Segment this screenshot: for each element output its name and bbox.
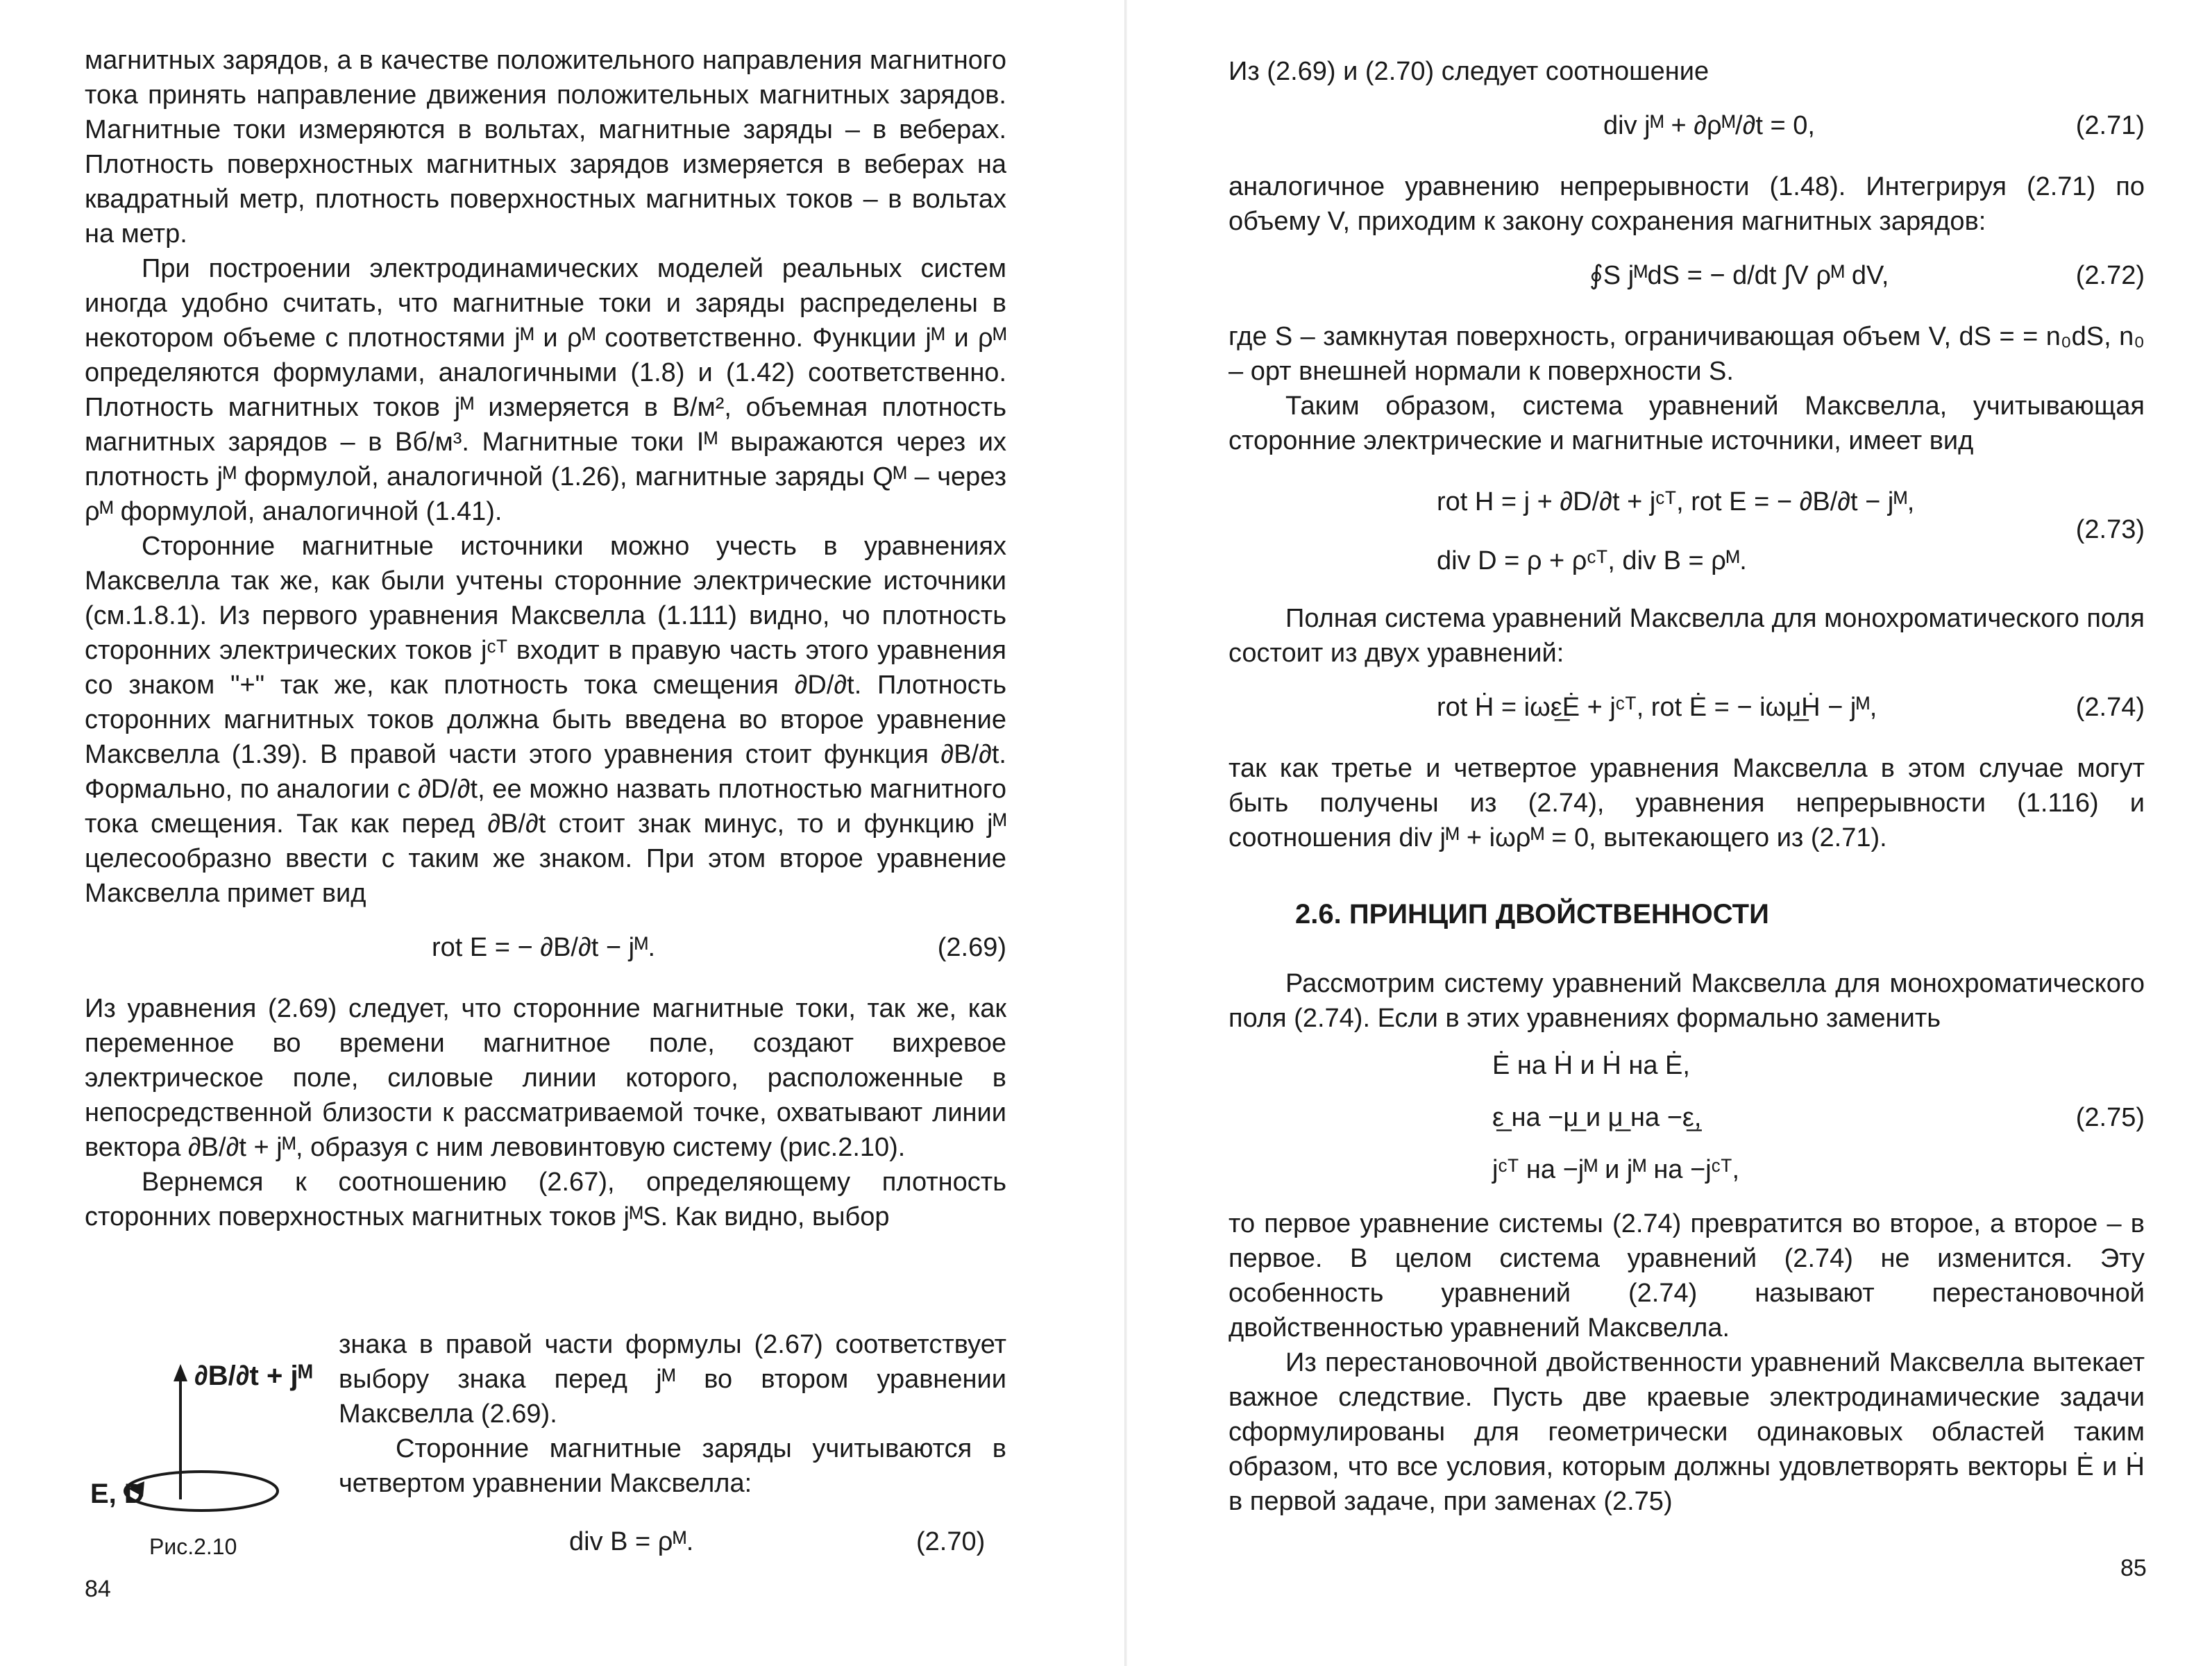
formula-line: ε̲ на −μ̲ и μ̲ на −ε̲,	[1492, 1103, 1702, 1132]
paragraph: Из уравнения (2.69) следует, что сторонние магнитные токи, так же, как переменное во времени магнитное поле, создают вихревое электрическое поле, силовые линии которого, расположенные в непосредственной близости к рассматриваемой точке, охватывают линии вектора ∂B/∂t + jᴹ, образуя с ним левовинтовую систему (рис.2.10).	[85, 994, 1006, 1162]
formula-expression: rot E = − ∂B/∂t − jᴹ.	[432, 933, 656, 962]
paragraph: Сторонние магнитные источники можно учесть в уравнениях Максвелла так же, как были учтены сторонние электрические источники (см.1.8.1). Из первого уравнения Максвелла (1.111) видно, чо плотность сторонних электрических токов jᶜᵀ входит в правую часть этого уравнения со знаком "+" так же, как плотность тока смещения ∂D/∂t. Плотность сторонних магнитных токов должна быть введена во второе уравнение Максвелла (1.39). В правой части этого уравнения стоит функция ∂B/∂t. Формально, по аналогии с ∂D/∂t, ее можно назвать плотностью магнитного тока смещения. Так как перед ∂B/∂t стоит знак минус, то и функцию jᴹ целесообразно ввести с таким же знаком. При этом второе уравнение Максвелла примет вид	[85, 532, 1006, 908]
paragraph: Таким образом, система уравнений Максвелла, учитывающая сторонние электрические и магнитные источники, имеет вид	[1229, 392, 2145, 455]
page-number: 85	[2120, 1555, 2147, 1581]
formula-2-70: div B = ρᴹ.	[569, 1527, 694, 1556]
formula-line: Ė на Ḣ и Ḣ на Ė,	[1492, 1051, 1690, 1080]
page-number: 84	[85, 1576, 111, 1602]
formula-2-74	[1229, 676, 2145, 746]
formula-number: (2.70)	[916, 1527, 986, 1556]
paragraph: так как третье и четвертое уравнения Максвелла в этом случае могут быть получены из (2.74), уравнения непрерывности (1.116) и соотношения div jᴹ + iωρᴹ = 0, вытекающего из (2.71).	[1229, 754, 2145, 852]
formula-2-75	[1229, 1041, 2145, 1201]
formula-2-71	[1229, 94, 2145, 164]
paragraph: Полная система уравнений Максвелла для монохроматического поля состоит из двух уравнений:	[1229, 604, 2145, 668]
formula-2-72	[1229, 244, 2145, 314]
paragraph: При построении электродинамических моделей реальных систем иногда удобно считать, что магнитные токи и заряды распределены в некотором объеме с плотностями jᴹ и ρᴹ соответственно. Функции jᴹ и ρᴹ определяются формулами, аналогичными (1.8) и (1.42) соответственно. Плотность магнитных токов jᴹ измеряется в В/м², объемная плотность магнитных зарядов – в Вб/м³. Магнитные токи Iᴹ выражаются через их плотность jᴹ формулой, аналогичной (1.26), магнитные заряды Qᴹ – через ρᴹ формулой, аналогичной (1.41).	[85, 254, 1006, 526]
section-heading: 2.6. ПРИНЦИП ДВОЙСТВЕННОСТИ	[1295, 899, 1769, 929]
formula-number: (2.69)	[937, 933, 1006, 962]
formula-number: (2.74)	[2075, 693, 2145, 722]
formula-expression: div jᴹ + ∂ρᴹ/∂t = 0,	[1603, 111, 1815, 140]
figure-2-10	[69, 1340, 333, 1548]
paragraph: знака в правой части формулы (2.67) соответствует выбору знака перед jᴹ во втором уравнении Максвелла (2.69).	[339, 1330, 1006, 1429]
figure-side-text	[339, 1327, 1006, 1501]
formula-line: jᶜᵀ на −jᴹ и jᴹ на −jᶜᵀ,	[1492, 1155, 1740, 1184]
left-column	[85, 43, 1006, 1234]
right-page	[1111, 0, 2212, 1666]
paragraph: Рассмотрим систему уравнений Максвелла для монохроматического поля (2.74). Если в этих уравнениях формально заменить	[1229, 969, 2145, 1033]
formula-line: div D = ρ + ρᶜᵀ, div B = ρᴹ.	[1437, 546, 1747, 575]
figure-label-field: E, D	[90, 1479, 144, 1509]
figure-label-vector: ∂B/∂t + jᴹ	[194, 1361, 313, 1391]
figure-caption: Рис.2.10	[149, 1534, 237, 1559]
right-column	[1229, 54, 2145, 1519]
formula-number: (2.71)	[2075, 111, 2145, 140]
paragraph: Из перестановочной двойственности уравнений Максвелла вытекает важное следствие. Пусть две краевые электродинамические задачи сформулированы для геометрически одинаковых областей таким образом, что все условия, которым должны удовлетворять векторы Ė и Ḣ в первой задаче, при заменах (2.75)	[1229, 1348, 2145, 1516]
formula-number: (2.73)	[2075, 515, 2145, 544]
formula-number: (2.75)	[2075, 1103, 2145, 1132]
paragraph: магнитных зарядов, а в качестве положительного направления магнитного тока принять направление движения положительных магнитных зарядов. Магнитные токи измеряются в вольтах, магнитные заряды – в веберах. Плотность поверхностных магнитных зарядов измеряется в веберах на квадратный метр, плотность поверхностных магнитных токов – в вольтах на метр.	[85, 46, 1006, 249]
left-page	[0, 0, 1104, 1666]
paragraph: Из (2.69) и (2.70) следует соотношение	[1229, 57, 1709, 86]
paragraph: Сторонние магнитные заряды учитываются в четвертом уравнении Максвелла:	[339, 1434, 1006, 1498]
formula-expression: ∮S jᴹdS = − d/dt ∫V ρᴹ dV,	[1589, 261, 1889, 290]
formula-expression: rot Ḣ = iωε̲Ė + jᶜᵀ, rot Ė = − iωμ̲Ḣ − jᴹ,	[1437, 693, 1877, 722]
paragraph: где S – замкнутая поверхность, ограничивающая объем V, dS = = n₀dS, n₀ – орт внешней нормали к поверхности S.	[1229, 322, 2145, 386]
paragraph: то первое уравнение системы (2.74) превратится во второе, а второе – в первое. В целом система уравнений (2.74) не изменится. Эту особенность уравнений (2.74) называют перестановочной двойственностью уравнений Максвелла.	[1229, 1209, 2145, 1343]
formula-number: (2.72)	[2075, 261, 2145, 290]
formula-2-69	[85, 916, 1006, 986]
paragraph: аналогичное уравнению непрерывности (1.48). Интегрируя (2.71) по объему V, приходим к закону сохранения магнитных зарядов:	[1229, 172, 2145, 236]
paragraph: Вернемся к соотношению (2.67), определяющему плотность сторонних поверхностных магнитных токов jᴹS. Как видно, выбор	[85, 1168, 1006, 1231]
formula-2-73	[1229, 464, 2145, 596]
formula-line: rot H = j + ∂D/∂t + jᶜᵀ, rot E = − ∂B/∂t − jᴹ,	[1437, 487, 1915, 516]
